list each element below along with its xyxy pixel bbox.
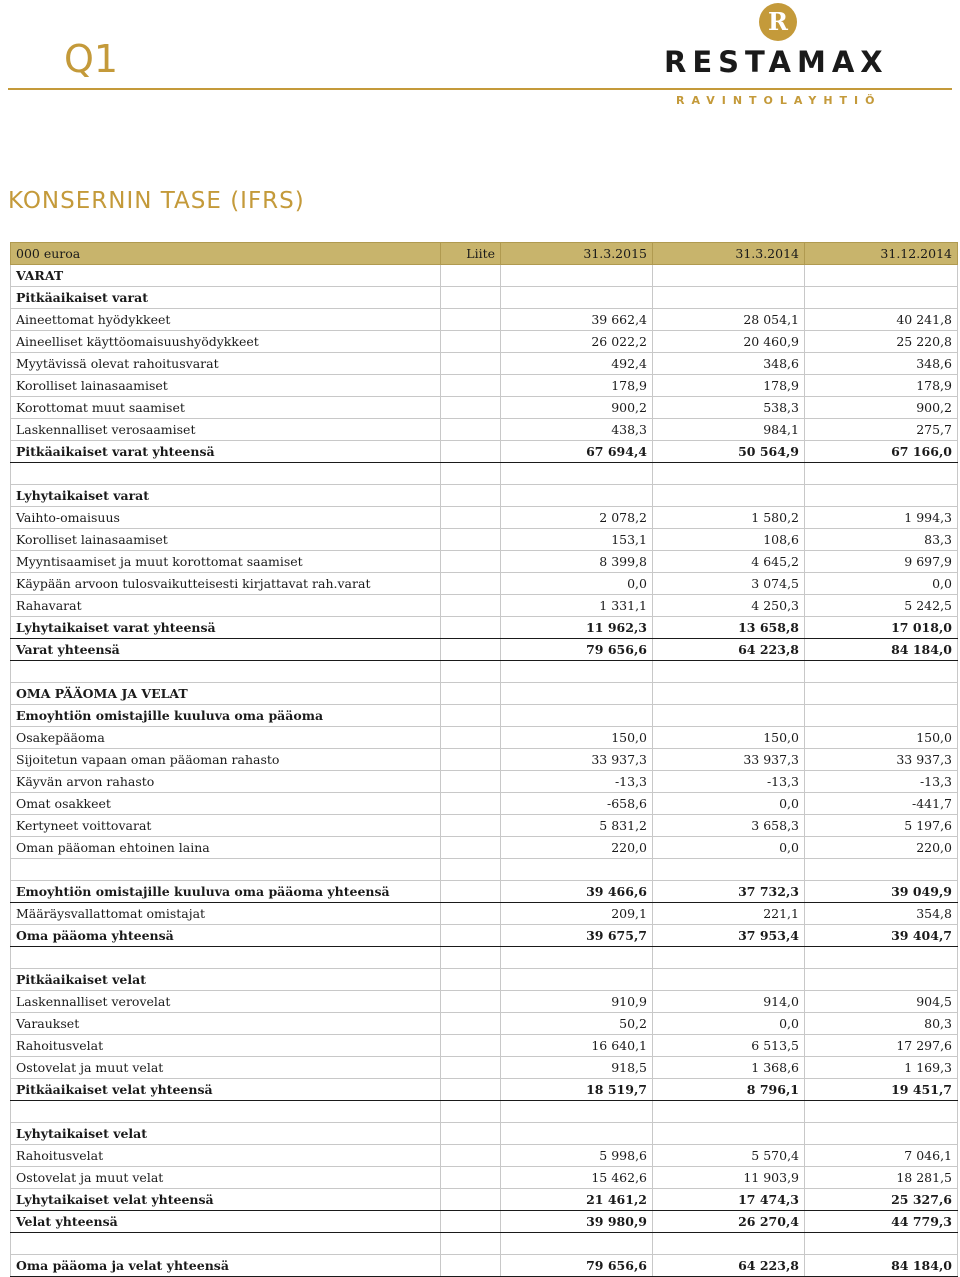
table-row xyxy=(11,925,958,947)
row-value-2015-q1: 918,5 xyxy=(501,1057,653,1079)
row-note xyxy=(441,793,501,815)
row-note xyxy=(441,617,501,639)
row-value-2015-q1 xyxy=(501,1233,653,1255)
row-label: Käypään arvoon tulosvaikutteisesti kirjattavat rah.varat xyxy=(11,573,441,595)
row-value-2014-fy xyxy=(805,463,958,485)
table-row xyxy=(11,309,958,331)
row-note xyxy=(441,925,501,947)
row-value-2014-fy: 275,7 xyxy=(805,419,958,441)
row-value-2014-fy: 44 779,3 xyxy=(805,1211,958,1233)
row-label: Lyhytaikaiset velat yhteensä xyxy=(11,1189,441,1211)
row-value-2014-q1: 33 937,3 xyxy=(653,749,805,771)
page-header xyxy=(0,0,960,107)
row-value-2014-fy: 354,8 xyxy=(805,903,958,925)
row-value-2014-q1: 4 250,3 xyxy=(653,595,805,617)
row-note xyxy=(441,815,501,837)
row-value-2014-q1 xyxy=(653,661,805,683)
row-value-2014-fy: 1 994,3 xyxy=(805,507,958,529)
row-label: Pitkäaikaiset varat yhteensä xyxy=(11,441,441,463)
row-value-2015-q1: 438,3 xyxy=(501,419,653,441)
row-value-2014-q1: 3 074,5 xyxy=(653,573,805,595)
table-row xyxy=(11,947,958,969)
logo-letter: R xyxy=(768,7,788,36)
row-value-2015-q1: 1 331,1 xyxy=(501,595,653,617)
quarter-label: Q1 xyxy=(64,37,119,81)
row-value-2014-fy: -13,3 xyxy=(805,771,958,793)
table-row xyxy=(11,1013,958,1035)
row-note xyxy=(441,529,501,551)
table-row xyxy=(11,771,958,793)
table-row xyxy=(11,1211,958,1233)
row-note xyxy=(441,1079,501,1101)
header-col-2014-q1: 31.3.2014 xyxy=(653,243,805,265)
row-label: Sijoitetun vapaan oman pääoman rahasto xyxy=(11,749,441,771)
row-value-2015-q1 xyxy=(501,705,653,727)
row-note xyxy=(441,639,501,661)
row-label: Oma pääoma yhteensä xyxy=(11,925,441,947)
row-value-2014-q1 xyxy=(653,1101,805,1123)
table-row xyxy=(11,265,958,287)
row-note xyxy=(441,287,501,309)
row-note xyxy=(441,551,501,573)
row-value-2014-fy: 80,3 xyxy=(805,1013,958,1035)
row-label: Aineelliset käyttöomaisuushyödykkeet xyxy=(11,331,441,353)
row-value-2015-q1 xyxy=(501,265,653,287)
row-value-2014-q1: 1 368,6 xyxy=(653,1057,805,1079)
row-value-2014-q1: 37 732,3 xyxy=(653,881,805,903)
row-value-2014-q1 xyxy=(653,265,805,287)
company-tagline: RAVINTOLAYHTIÖ xyxy=(676,94,882,107)
row-value-2014-q1: 26 270,4 xyxy=(653,1211,805,1233)
row-value-2014-q1: 3 658,3 xyxy=(653,815,805,837)
table-row xyxy=(11,1079,958,1101)
table-row xyxy=(11,375,958,397)
row-value-2014-q1: 348,6 xyxy=(653,353,805,375)
row-value-2014-fy xyxy=(805,969,958,991)
table-body xyxy=(11,265,958,1277)
balance-sheet-table xyxy=(10,242,958,1277)
row-value-2014-q1: 0,0 xyxy=(653,1013,805,1035)
row-note xyxy=(441,903,501,925)
row-value-2014-fy: 17 297,6 xyxy=(805,1035,958,1057)
row-label: Varat yhteensä xyxy=(11,639,441,661)
row-value-2014-q1: 4 645,2 xyxy=(653,551,805,573)
row-label xyxy=(11,1233,441,1255)
table-row xyxy=(11,969,958,991)
row-value-2015-q1: 5 831,2 xyxy=(501,815,653,837)
row-note xyxy=(441,331,501,353)
row-value-2015-q1: 67 694,4 xyxy=(501,441,653,463)
row-value-2014-q1 xyxy=(653,947,805,969)
row-note xyxy=(441,1123,501,1145)
row-value-2015-q1: 26 022,2 xyxy=(501,331,653,353)
row-label: Oma pääoma ja velat yhteensä xyxy=(11,1255,441,1277)
row-value-2014-fy xyxy=(805,859,958,881)
row-value-2015-q1: 209,1 xyxy=(501,903,653,925)
table-row xyxy=(11,705,958,727)
row-value-2014-fy: 348,6 xyxy=(805,353,958,375)
row-value-2014-q1 xyxy=(653,485,805,507)
row-value-2015-q1: 39 466,6 xyxy=(501,881,653,903)
row-value-2014-fy: 178,9 xyxy=(805,375,958,397)
header-note: Liite xyxy=(441,243,501,265)
row-label: Rahoitusvelat xyxy=(11,1145,441,1167)
row-note xyxy=(441,859,501,881)
table-row xyxy=(11,881,958,903)
row-value-2014-q1: 178,9 xyxy=(653,375,805,397)
row-value-2014-fy: 67 166,0 xyxy=(805,441,958,463)
table-row xyxy=(11,353,958,375)
row-label: VARAT xyxy=(11,265,441,287)
row-value-2014-fy xyxy=(805,265,958,287)
row-value-2015-q1: 5 998,6 xyxy=(501,1145,653,1167)
row-value-2014-fy: 39 404,7 xyxy=(805,925,958,947)
company-logo-text: RESTAMAX xyxy=(664,45,889,79)
row-value-2015-q1: 50,2 xyxy=(501,1013,653,1035)
table-row xyxy=(11,727,958,749)
row-note xyxy=(441,375,501,397)
row-value-2014-fy xyxy=(805,1233,958,1255)
row-value-2014-q1 xyxy=(653,705,805,727)
row-note xyxy=(441,661,501,683)
row-value-2015-q1: 900,2 xyxy=(501,397,653,419)
row-value-2015-q1 xyxy=(501,485,653,507)
row-value-2014-q1: 37 953,4 xyxy=(653,925,805,947)
row-note xyxy=(441,1167,501,1189)
row-value-2014-q1: 13 658,8 xyxy=(653,617,805,639)
row-label: Rahavarat xyxy=(11,595,441,617)
table-row xyxy=(11,551,958,573)
page-title: KONSERNIN TASE (IFRS) xyxy=(8,188,305,214)
row-label: Rahoitusvelat xyxy=(11,1035,441,1057)
row-value-2014-fy xyxy=(805,485,958,507)
row-value-2014-q1: 20 460,9 xyxy=(653,331,805,353)
table-row xyxy=(11,1145,958,1167)
row-value-2014-q1 xyxy=(653,969,805,991)
row-value-2014-q1: 8 796,1 xyxy=(653,1079,805,1101)
row-value-2014-q1: -13,3 xyxy=(653,771,805,793)
row-value-2015-q1 xyxy=(501,969,653,991)
header-unit: 000 euroa xyxy=(11,243,441,265)
row-value-2014-q1: 64 223,8 xyxy=(653,1255,805,1277)
table-row xyxy=(11,507,958,529)
row-note xyxy=(441,397,501,419)
row-label: Laskennalliset verovelat xyxy=(11,991,441,1013)
row-label xyxy=(11,463,441,485)
row-label xyxy=(11,859,441,881)
row-label: Lyhytaikaiset varat xyxy=(11,485,441,507)
row-note xyxy=(441,1189,501,1211)
row-value-2015-q1: 910,9 xyxy=(501,991,653,1013)
row-value-2014-fy: 25 220,8 xyxy=(805,331,958,353)
table-row xyxy=(11,1255,958,1277)
row-note xyxy=(441,353,501,375)
table-row xyxy=(11,837,958,859)
row-value-2015-q1: 0,0 xyxy=(501,573,653,595)
row-value-2014-fy: 84 184,0 xyxy=(805,1255,958,1277)
table-row xyxy=(11,331,958,353)
table-row xyxy=(11,529,958,551)
row-value-2015-q1: 79 656,6 xyxy=(501,1255,653,1277)
row-value-2014-fy: 40 241,8 xyxy=(805,309,958,331)
row-note xyxy=(441,991,501,1013)
table-row xyxy=(11,419,958,441)
row-value-2014-q1: 150,0 xyxy=(653,727,805,749)
row-note xyxy=(441,309,501,331)
row-value-2014-fy: 17 018,0 xyxy=(805,617,958,639)
table-row xyxy=(11,1233,958,1255)
row-label: Lyhytaikaiset varat yhteensä xyxy=(11,617,441,639)
row-label: Aineettomat hyödykkeet xyxy=(11,309,441,331)
row-value-2014-fy: 19 451,7 xyxy=(805,1079,958,1101)
row-note xyxy=(441,969,501,991)
table-row xyxy=(11,463,958,485)
row-value-2015-q1: 492,4 xyxy=(501,353,653,375)
table-row xyxy=(11,485,958,507)
row-value-2014-q1 xyxy=(653,683,805,705)
row-label: Emoyhtiön omistajille kuuluva oma pääoma yhteensä xyxy=(11,881,441,903)
table-row xyxy=(11,1167,958,1189)
row-value-2014-fy: 900,2 xyxy=(805,397,958,419)
row-value-2014-q1: 5 570,4 xyxy=(653,1145,805,1167)
row-note xyxy=(441,1233,501,1255)
row-label xyxy=(11,947,441,969)
row-value-2014-fy: 83,3 xyxy=(805,529,958,551)
row-value-2014-q1 xyxy=(653,463,805,485)
row-label: Korolliset lainasaamiset xyxy=(11,375,441,397)
table-row xyxy=(11,661,958,683)
row-note xyxy=(441,749,501,771)
row-value-2014-fy xyxy=(805,947,958,969)
row-value-2015-q1 xyxy=(501,463,653,485)
row-value-2015-q1: 39 662,4 xyxy=(501,309,653,331)
table-row xyxy=(11,573,958,595)
row-label: Emoyhtiön omistajille kuuluva oma pääoma xyxy=(11,705,441,727)
table-row xyxy=(11,595,958,617)
table-row xyxy=(11,287,958,309)
row-label: Ostovelat ja muut velat xyxy=(11,1057,441,1079)
header-col-2015-q1: 31.3.2015 xyxy=(501,243,653,265)
row-note xyxy=(441,705,501,727)
row-note xyxy=(441,1013,501,1035)
row-value-2014-fy xyxy=(805,661,958,683)
row-value-2014-q1: 538,3 xyxy=(653,397,805,419)
row-note xyxy=(441,507,501,529)
row-label: Pitkäaikaiset velat yhteensä xyxy=(11,1079,441,1101)
row-value-2014-fy: 18 281,5 xyxy=(805,1167,958,1189)
row-value-2014-fy xyxy=(805,705,958,727)
row-value-2015-q1 xyxy=(501,287,653,309)
row-value-2015-q1: 2 078,2 xyxy=(501,507,653,529)
row-value-2015-q1 xyxy=(501,1123,653,1145)
row-value-2014-q1: 984,1 xyxy=(653,419,805,441)
row-label xyxy=(11,661,441,683)
row-value-2014-fy: 5 242,5 xyxy=(805,595,958,617)
table-row xyxy=(11,793,958,815)
row-label: Varaukset xyxy=(11,1013,441,1035)
row-value-2014-q1 xyxy=(653,859,805,881)
row-note xyxy=(441,1145,501,1167)
row-value-2014-fy: 0,0 xyxy=(805,573,958,595)
row-value-2015-q1: -13,3 xyxy=(501,771,653,793)
row-label: Lyhytaikaiset velat xyxy=(11,1123,441,1145)
row-note xyxy=(441,683,501,705)
row-value-2015-q1: 8 399,8 xyxy=(501,551,653,573)
row-value-2014-q1: 6 513,5 xyxy=(653,1035,805,1057)
row-note xyxy=(441,1255,501,1277)
row-value-2014-fy: 33 937,3 xyxy=(805,749,958,771)
table-row xyxy=(11,397,958,419)
row-label: Kertyneet voittovarat xyxy=(11,815,441,837)
row-label: Määräysvallattomat omistajat xyxy=(11,903,441,925)
table-header-row xyxy=(11,243,958,265)
row-value-2014-fy: 150,0 xyxy=(805,727,958,749)
row-value-2015-q1: 153,1 xyxy=(501,529,653,551)
row-value-2015-q1 xyxy=(501,661,653,683)
row-value-2015-q1: 33 937,3 xyxy=(501,749,653,771)
header-col-2014-fy: 31.12.2014 xyxy=(805,243,958,265)
table-row xyxy=(11,639,958,661)
row-note xyxy=(441,1057,501,1079)
row-value-2015-q1: 39 980,9 xyxy=(501,1211,653,1233)
row-value-2015-q1: -658,6 xyxy=(501,793,653,815)
row-note xyxy=(441,727,501,749)
row-label: Pitkäaikaiset varat xyxy=(11,287,441,309)
row-label: Korolliset lainasaamiset xyxy=(11,529,441,551)
row-value-2015-q1: 220,0 xyxy=(501,837,653,859)
row-label: Myyntisaamiset ja muut korottomat saamiset xyxy=(11,551,441,573)
row-note xyxy=(441,463,501,485)
row-note xyxy=(441,573,501,595)
row-label: Myytävissä olevat rahoitusvarat xyxy=(11,353,441,375)
table-row xyxy=(11,859,958,881)
table-row xyxy=(11,1189,958,1211)
row-note xyxy=(441,881,501,903)
row-value-2014-fy: 7 046,1 xyxy=(805,1145,958,1167)
table-row xyxy=(11,1057,958,1079)
row-value-2015-q1: 18 519,7 xyxy=(501,1079,653,1101)
row-note xyxy=(441,265,501,287)
row-value-2014-fy: 904,5 xyxy=(805,991,958,1013)
row-label: Käyvän arvon rahasto xyxy=(11,771,441,793)
table-row xyxy=(11,903,958,925)
row-value-2014-q1 xyxy=(653,1233,805,1255)
row-value-2014-fy: 84 184,0 xyxy=(805,639,958,661)
row-value-2014-fy: 9 697,9 xyxy=(805,551,958,573)
row-value-2015-q1 xyxy=(501,859,653,881)
row-value-2015-q1: 178,9 xyxy=(501,375,653,397)
row-note xyxy=(441,595,501,617)
row-value-2015-q1: 150,0 xyxy=(501,727,653,749)
row-value-2014-q1: 0,0 xyxy=(653,793,805,815)
table-row xyxy=(11,815,958,837)
row-value-2014-fy xyxy=(805,287,958,309)
row-value-2015-q1: 15 462,6 xyxy=(501,1167,653,1189)
row-value-2015-q1 xyxy=(501,1101,653,1123)
restamax-logo-icon xyxy=(758,2,798,42)
row-label: Ostovelat ja muut velat xyxy=(11,1167,441,1189)
row-note xyxy=(441,771,501,793)
table-row xyxy=(11,683,958,705)
row-label xyxy=(11,1101,441,1123)
row-value-2014-q1: 17 474,3 xyxy=(653,1189,805,1211)
table-row xyxy=(11,991,958,1013)
row-note xyxy=(441,1211,501,1233)
row-value-2015-q1: 11 962,3 xyxy=(501,617,653,639)
row-label: OMA PÄÄOMA JA VELAT xyxy=(11,683,441,705)
row-value-2014-q1: 64 223,8 xyxy=(653,639,805,661)
row-value-2015-q1: 39 675,7 xyxy=(501,925,653,947)
row-value-2014-q1: 914,0 xyxy=(653,991,805,1013)
row-value-2014-q1: 11 903,9 xyxy=(653,1167,805,1189)
row-value-2014-q1: 108,6 xyxy=(653,529,805,551)
row-label: Oman pääoman ehtoinen laina xyxy=(11,837,441,859)
row-value-2015-q1 xyxy=(501,683,653,705)
row-value-2014-fy xyxy=(805,1123,958,1145)
row-value-2014-q1: 1 580,2 xyxy=(653,507,805,529)
table-row xyxy=(11,749,958,771)
row-value-2014-q1: 221,1 xyxy=(653,903,805,925)
row-value-2015-q1: 21 461,2 xyxy=(501,1189,653,1211)
row-value-2015-q1: 16 640,1 xyxy=(501,1035,653,1057)
row-value-2014-fy: 39 049,9 xyxy=(805,881,958,903)
row-value-2014-fy: 220,0 xyxy=(805,837,958,859)
row-note xyxy=(441,837,501,859)
row-value-2014-q1: 50 564,9 xyxy=(653,441,805,463)
row-value-2014-q1: 28 054,1 xyxy=(653,309,805,331)
row-label: Velat yhteensä xyxy=(11,1211,441,1233)
row-label: Osakepääoma xyxy=(11,727,441,749)
table-row xyxy=(11,1101,958,1123)
table-row xyxy=(11,1123,958,1145)
row-value-2014-fy: 5 197,6 xyxy=(805,815,958,837)
row-value-2014-q1: 0,0 xyxy=(653,837,805,859)
row-value-2014-fy: -441,7 xyxy=(805,793,958,815)
row-value-2015-q1 xyxy=(501,947,653,969)
row-note xyxy=(441,1035,501,1057)
row-value-2014-fy: 25 327,6 xyxy=(805,1189,958,1211)
table-row xyxy=(11,1035,958,1057)
row-note xyxy=(441,947,501,969)
table-row xyxy=(11,441,958,463)
row-value-2014-fy: 1 169,3 xyxy=(805,1057,958,1079)
row-note xyxy=(441,441,501,463)
row-value-2014-fy xyxy=(805,683,958,705)
row-note xyxy=(441,485,501,507)
row-note xyxy=(441,1101,501,1123)
row-label: Vaihto-omaisuus xyxy=(11,507,441,529)
table-row xyxy=(11,617,958,639)
row-label: Pitkäaikaiset velat xyxy=(11,969,441,991)
row-value-2014-q1 xyxy=(653,287,805,309)
row-label: Laskennalliset verosaamiset xyxy=(11,419,441,441)
row-label: Korottomat muut saamiset xyxy=(11,397,441,419)
header-divider xyxy=(8,88,952,90)
row-label: Omat osakkeet xyxy=(11,793,441,815)
row-value-2014-q1 xyxy=(653,1123,805,1145)
row-value-2015-q1: 79 656,6 xyxy=(501,639,653,661)
row-note xyxy=(441,419,501,441)
row-value-2014-fy xyxy=(805,1101,958,1123)
